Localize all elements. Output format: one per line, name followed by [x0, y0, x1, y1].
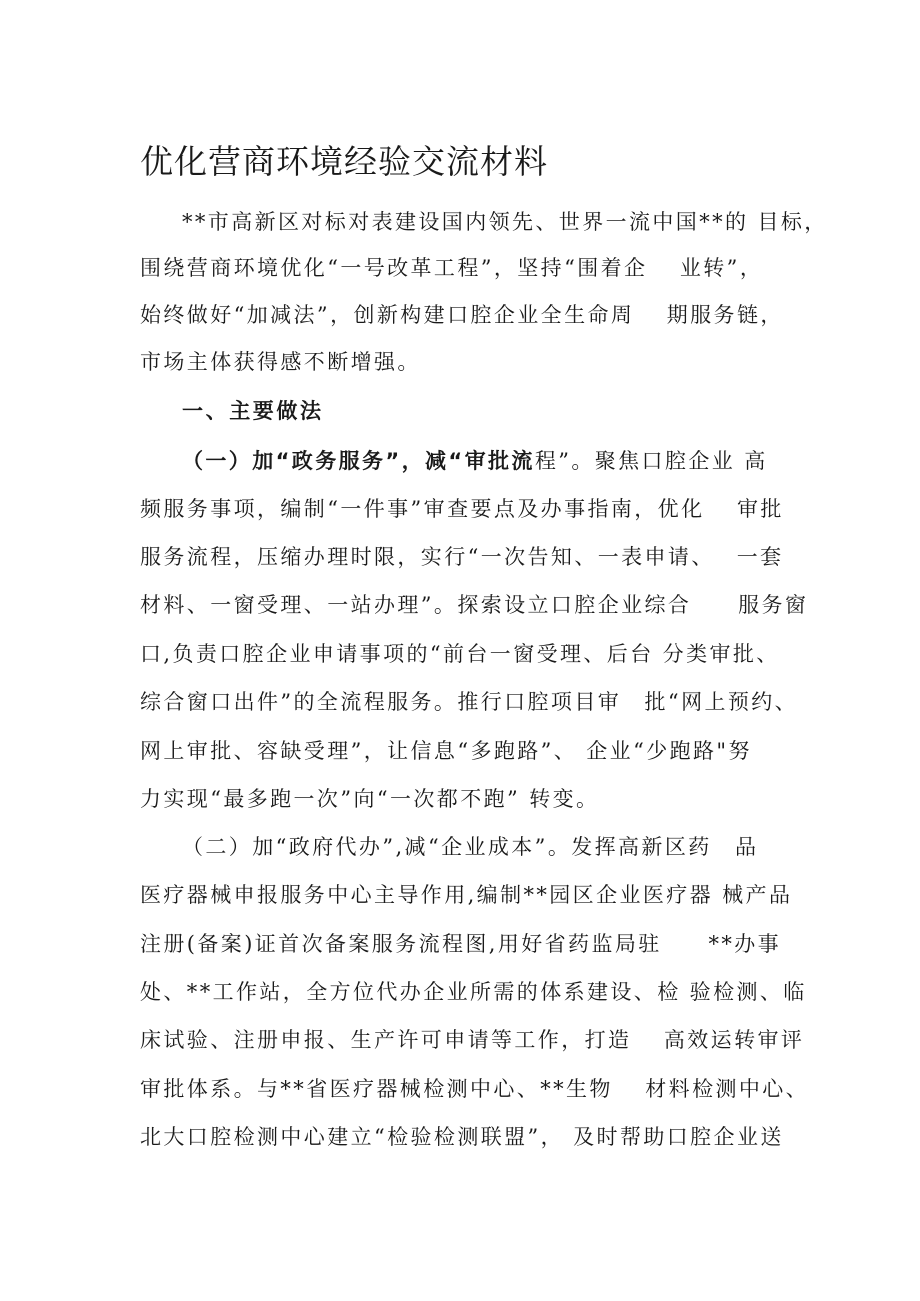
part2-lead: （二）加“政府代办”,减“企业成本”。发挥高新区药 品 — [182, 835, 759, 859]
part1-lead — [182, 446, 768, 476]
intro-line: 市场主体获得感不断增强。 — [140, 350, 421, 374]
body-line: 处、**工作站，全方位代办企业所需的体系建设、检 验检测、临 — [140, 980, 807, 1004]
intro-line: 始终做好“加减法”，创新构建口腔企业全生命周 期服务链， — [140, 303, 784, 327]
body-line: 网上审批、容缺受理”，让信息“多跑路”、 企业“少跑路"努 — [140, 739, 752, 763]
body-line: 口,负责口腔企业申请事项的“前台一窗受理、后台 分类审批、 — [140, 642, 780, 666]
body-line: 北大口腔检测中心建立“检验检测联盟”， 及时帮助口腔企业送 — [140, 1125, 784, 1149]
body-line: 床试验、注册申报、生产许可申请等工作，打造 高效运转审评 — [140, 1028, 805, 1052]
body-line: 力实现“最多跑一次”向“一次都不跑” 转变。 — [140, 787, 600, 811]
body-line: 材料、一窗受理、一站办理”。探索设立口腔企业综合 服务窗 — [140, 593, 809, 617]
body-line: 注册(备案)证首次备案服务流程图,用好省药监局驻 **办事 — [140, 932, 782, 956]
intro-line: 围绕营商环境优化“一号改革工程”，坚持“围着企 业转”， — [140, 256, 764, 280]
document-title: 优化营商环境经验交流材料 — [140, 142, 548, 181]
body-line: 审批体系。与**省医疗器械检测中心、**生物 材料检测中心、 — [140, 1077, 810, 1101]
part1-lead-rest: 程”。聚焦口腔企业 高 — [534, 449, 768, 473]
body-line: 服务流程，压缩办理时限，实行“一次告知、一表申请、 一套 — [140, 545, 784, 569]
section-heading: 一、主要做法 — [182, 399, 324, 423]
body-line: 医疗器械申报服务中心主导作用,编制**园区企业医疗器 械产品 — [140, 883, 793, 907]
body-line: 综合窗口出件”的全流程服务。推行口腔项目审 批“网上预约、 — [140, 690, 799, 714]
intro-line: **市高新区对标对表建设国内领先、世界一流中国**的 目标， — [182, 210, 828, 234]
part1-lead-bold: （一）加“政务服务”，减“审批流 — [182, 449, 535, 473]
body-line: 频服务事项，编制“一件事”审查要点及办事指南，优化 审批 — [140, 497, 784, 521]
